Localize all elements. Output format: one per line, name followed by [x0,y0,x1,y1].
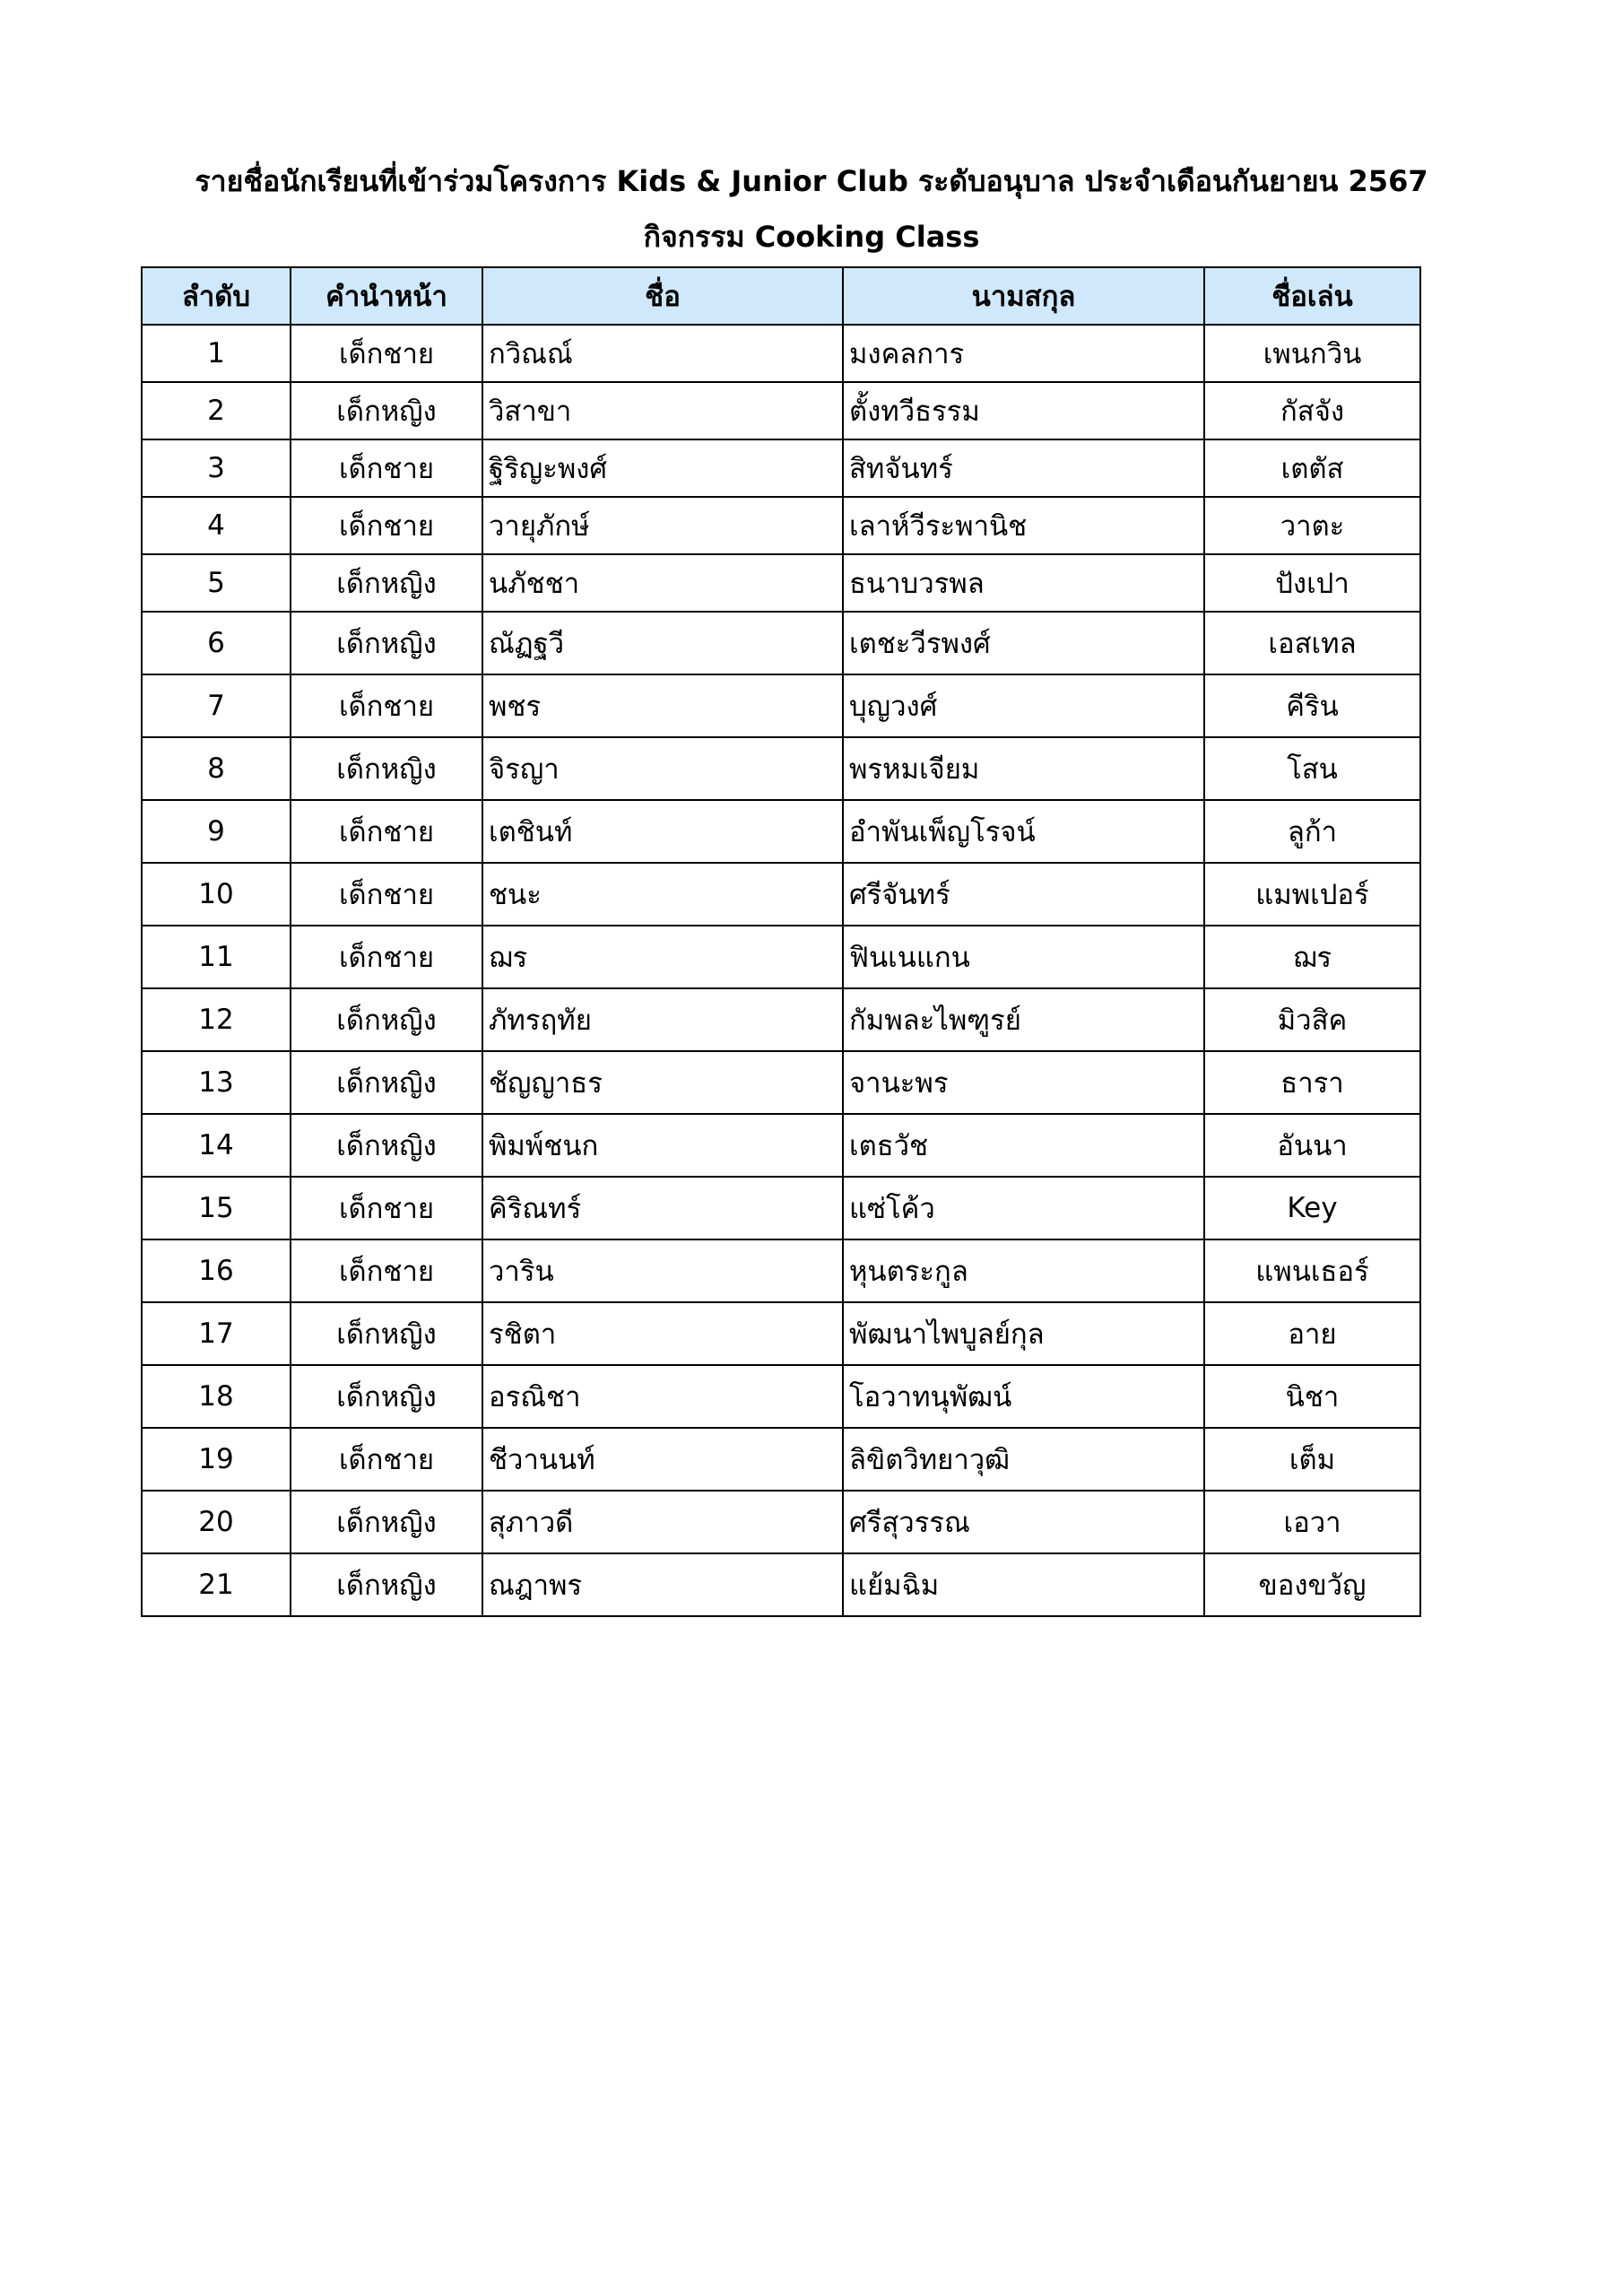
cell-nickname: แมพเปอร์ [1204,863,1420,926]
cell-no: 2 [142,382,291,439]
cell-nickname: ฌร [1204,926,1420,988]
table-row [142,1177,1420,1239]
cell-no: 10 [142,863,291,926]
table-row [142,1491,1420,1553]
cell-first-name: เตชินท์ [482,800,843,863]
cell-no: 12 [142,988,291,1051]
cell-prefix: เด็กชาย [291,497,482,554]
cell-nickname: Key [1204,1177,1420,1239]
table-row [142,497,1420,554]
cell-prefix: เด็กชาย [291,800,482,863]
column-header-first-name: ชื่อ [482,267,843,325]
cell-first-name: อรณิชา [482,1365,843,1428]
table-row [142,863,1420,926]
cell-no: 4 [142,497,291,554]
cell-prefix: เด็กหญิง [291,1365,482,1428]
cell-nickname: นิชา [1204,1365,1420,1428]
table-row [142,674,1420,737]
cell-first-name: วายุภักษ์ [482,497,843,554]
cell-first-name: คิริณทร์ [482,1177,843,1239]
cell-nickname: ลูก้า [1204,800,1420,863]
table-row [142,1553,1420,1616]
table-header-row [142,267,1420,325]
cell-prefix: เด็กชาย [291,926,482,988]
cell-no: 5 [142,554,291,612]
table-row [142,737,1420,800]
column-header-no: ลำดับ [142,267,291,325]
cell-first-name: พิมพ์ชนก [482,1114,843,1177]
cell-no: 14 [142,1114,291,1177]
table-row [142,1239,1420,1302]
cell-no: 21 [142,1553,291,1616]
cell-last-name: กัมพละไพฑูรย์ [843,988,1204,1051]
cell-first-name: วาริน [482,1239,843,1302]
table-row [142,800,1420,863]
student-roster-table [141,266,1421,1617]
cell-nickname: เพนกวิน [1204,325,1420,382]
cell-first-name: ชนะ [482,863,843,926]
cell-last-name: จานะพร [843,1051,1204,1114]
table-row [142,1114,1420,1177]
cell-no: 3 [142,439,291,497]
table-row [142,439,1420,497]
cell-last-name: ศรีสุวรรณ [843,1491,1204,1553]
table-row [142,926,1420,988]
cell-nickname: เอวา [1204,1491,1420,1553]
cell-no: 19 [142,1428,291,1491]
cell-first-name: พชร [482,674,843,737]
cell-prefix: เด็กชาย [291,863,482,926]
cell-first-name: จิรญา [482,737,843,800]
table-row [142,1365,1420,1428]
cell-prefix: เด็กชาย [291,1428,482,1491]
cell-first-name: ฌร [482,926,843,988]
cell-nickname: วาตะ [1204,497,1420,554]
cell-first-name: ชัญญาธร [482,1051,843,1114]
column-header-prefix: คำนำหน้า [291,267,482,325]
cell-nickname: ของขวัญ [1204,1553,1420,1616]
cell-last-name: พัฒนาไพบูลย์กุล [843,1302,1204,1365]
cell-no: 8 [142,737,291,800]
cell-no: 15 [142,1177,291,1239]
cell-prefix: เด็กหญิง [291,612,482,674]
cell-last-name: แย้มฉิม [843,1553,1204,1616]
cell-no: 7 [142,674,291,737]
cell-prefix: เด็กหญิง [291,737,482,800]
cell-last-name: พรหมเจียม [843,737,1204,800]
cell-first-name: สุภาวดี [482,1491,843,1553]
cell-nickname: โสน [1204,737,1420,800]
cell-first-name: ฐิริญะพงศ์ [482,439,843,497]
cell-last-name: โอวาทนุพัฒน์ [843,1365,1204,1428]
cell-first-name: ณฎาพร [482,1553,843,1616]
cell-no: 6 [142,612,291,674]
cell-first-name: รชิตา [482,1302,843,1365]
cell-first-name: ชีวานนท์ [482,1428,843,1491]
cell-last-name: ลิขิตวิทยาวุฒิ [843,1428,1204,1491]
cell-nickname: อันนา [1204,1114,1420,1177]
cell-first-name: วิสาขา [482,382,843,439]
cell-nickname: ธารา [1204,1051,1420,1114]
cell-prefix: เด็กหญิง [291,1553,482,1616]
table-body [142,325,1420,1616]
cell-nickname: มิวสิค [1204,988,1420,1051]
cell-last-name: ศรีจันทร์ [843,863,1204,926]
cell-nickname: กัสจัง [1204,382,1420,439]
cell-prefix: เด็กหญิง [291,382,482,439]
cell-prefix: เด็กหญิง [291,988,482,1051]
column-header-nickname: ชื่อเล่น [1204,267,1420,325]
cell-nickname: เตตัส [1204,439,1420,497]
document-subtitle: กิจกรรม Cooking Class [643,220,980,254]
cell-nickname: ปังเปา [1204,554,1420,612]
cell-last-name: เตธวัช [843,1114,1204,1177]
cell-last-name: มงคลการ [843,325,1204,382]
cell-prefix: เด็กหญิง [291,554,482,612]
cell-first-name: กวิณณ์ [482,325,843,382]
cell-no: 17 [142,1302,291,1365]
cell-prefix: เด็กหญิง [291,1051,482,1114]
cell-no: 9 [142,800,291,863]
table-row [142,988,1420,1051]
column-header-last-name: นามสกุล [843,267,1204,325]
cell-last-name: ธนาบวรพล [843,554,1204,612]
cell-last-name: ตั้งทวีธรรม [843,382,1204,439]
cell-prefix: เด็กชาย [291,674,482,737]
cell-prefix: เด็กชาย [291,1177,482,1239]
cell-prefix: เด็กชาย [291,1239,482,1302]
cell-last-name: แซ่โค้ว [843,1177,1204,1239]
table-row [142,382,1420,439]
cell-prefix: เด็กชาย [291,325,482,382]
table-row [142,612,1420,674]
cell-prefix: เด็กชาย [291,439,482,497]
cell-last-name: สิทจันทร์ [843,439,1204,497]
cell-prefix: เด็กหญิง [291,1114,482,1177]
cell-last-name: เตชะวีรพงศ์ [843,612,1204,674]
cell-no: 16 [142,1239,291,1302]
table-row [142,1302,1420,1365]
document-title: รายชื่อนักเรียนที่เข้าร่วมโครงการ Kids & Junior Club ระดับอนุบาล ประจำเดือนกันยายน 2567 [195,164,1428,198]
table-row [142,325,1420,382]
cell-first-name: นภัชชา [482,554,843,612]
cell-nickname: เต็ม [1204,1428,1420,1491]
cell-no: 13 [142,1051,291,1114]
cell-no: 18 [142,1365,291,1428]
cell-nickname: คีริน [1204,674,1420,737]
cell-last-name: บุญวงศ์ [843,674,1204,737]
cell-no: 1 [142,325,291,382]
cell-nickname: เอสเทล [1204,612,1420,674]
cell-nickname: แพนเธอร์ [1204,1239,1420,1302]
cell-last-name: ฟินเนแกน [843,926,1204,988]
table-row [142,1051,1420,1114]
cell-last-name: อำพันเพ็ญโรจน์ [843,800,1204,863]
cell-prefix: เด็กหญิง [291,1491,482,1553]
table-row [142,1428,1420,1491]
cell-nickname: อาย [1204,1302,1420,1365]
cell-last-name: หุนตระกูล [843,1239,1204,1302]
cell-first-name: ณัฏฐวี [482,612,843,674]
cell-last-name: เลาห์วีระพานิช [843,497,1204,554]
cell-first-name: ภัทรฤทัย [482,988,843,1051]
cell-prefix: เด็กหญิง [291,1302,482,1365]
cell-no: 20 [142,1491,291,1553]
cell-no: 11 [142,926,291,988]
table-row [142,554,1420,612]
